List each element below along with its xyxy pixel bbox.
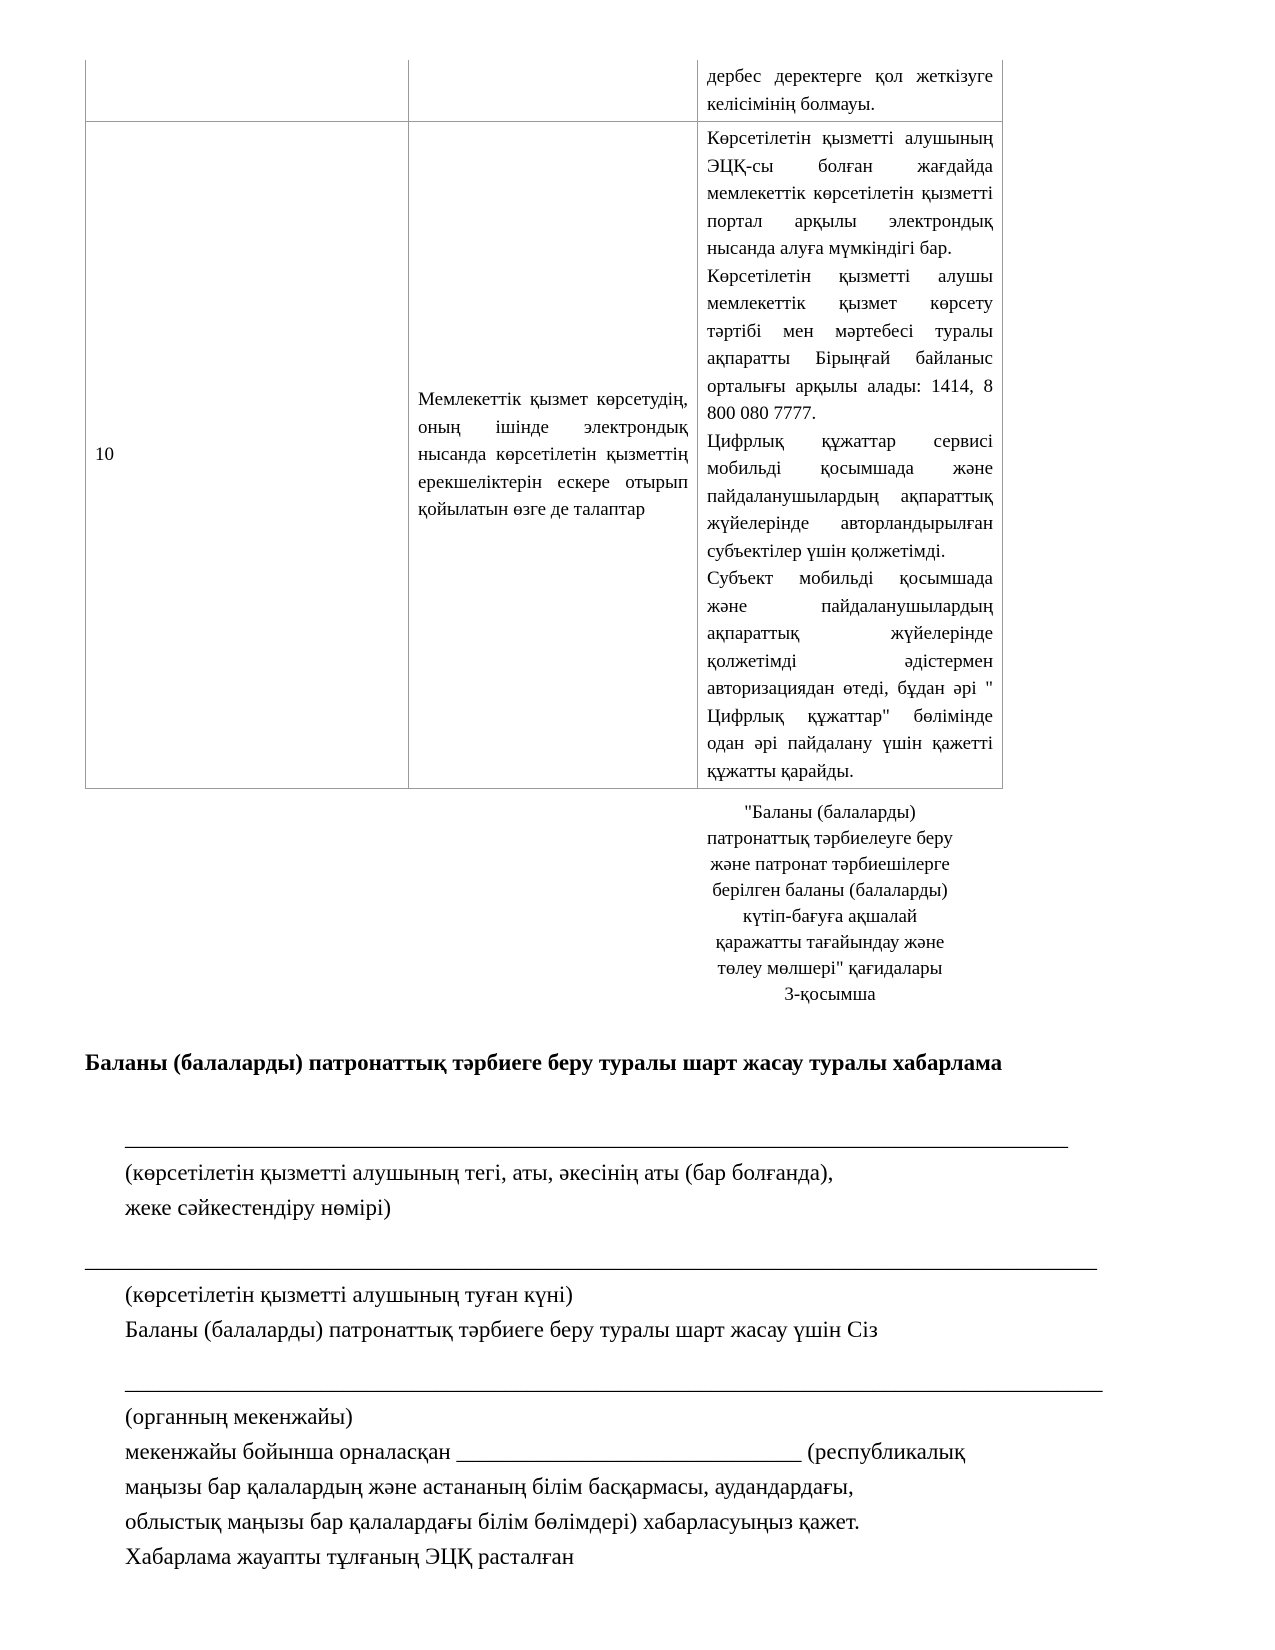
annotation-line: және патронат тәрбиешілерге	[710, 854, 950, 875]
cell-number: 10	[86, 122, 409, 789]
annotation-line: төлеу мөлшері" қағидалары	[717, 958, 943, 979]
description-paragraph: Көрсетілетін қызметті алушының ЭЦҚ-сы болған жағдайда мемлекеттік көрсетілетін қызметті портал арқылы электрондық нысанда алуға мүмкіндігі бар.	[707, 128, 993, 259]
annotation-line: күтіп-бағуға ақшалай	[742, 906, 918, 927]
form-line: Хабарлама жауапты тұлғаның ЭЦҚ расталған	[125, 1544, 575, 1569]
description-paragraph: Көрсетілетін қызметті алушы мемлекеттік қызмет көрсету тәртібі мен мәртебесі туралы ақпаратты Бірыңғай байланыс орталығы арқылы алады: 1414, 8 800 080 7777.	[707, 265, 993, 424]
form-line: мекенжайы бойынша орналасқан ______________________________ (республикалық	[125, 1439, 966, 1464]
form-line: жеке сәйкестендіру нөмірі)	[125, 1195, 392, 1220]
cell-description	[698, 60, 1003, 122]
appendix-reference	[640, 800, 1020, 1008]
form-line: Баланы (балаларды) патронаттық тәрбиеге беру туралы шарт жасау үшін Сіз	[125, 1317, 878, 1342]
annotation-line: қаражатты тағайындау және	[715, 932, 945, 953]
requirements-table	[85, 60, 1003, 789]
notification-form	[85, 1120, 1190, 1574]
table-row	[86, 60, 1003, 122]
blank-underscore-line: __________________________________________________________________________________	[125, 1125, 1068, 1150]
cell-requirement	[409, 60, 698, 122]
requirement-paragraph: Мемлекеттік қызмет көрсетудің, оның ішінде электрондық нысанда көрсетілетін қызметтің ерекшеліктерін ескере отырып қойылатын өзге де талаптар	[418, 389, 688, 521]
annotation-line: "Баланы (балаларды)	[744, 802, 916, 823]
annotation-line: патронаттық тәрбиелеуге беру	[707, 828, 953, 849]
page-title: Баланы (балаларды) патронаттық тәрбиеге беру туралы шарт жасау туралы хабарлама	[85, 1050, 1003, 1075]
description-paragraph: Субъект мобильді қосымшада және пайдаланушылардың ақпараттық жүйелерінде қолжетімді әдістермен авторизациядан өтеді, бұдан әрі " Цифрлық құжаттар" бөлімінде одан әрі пайдалану үшін қажетті құжатты қарайды.	[707, 568, 993, 782]
blank-underscore-line: ________________________________________________________________________________________	[85, 1247, 1097, 1272]
description-paragraph: дербес деректерге қол жеткізуге келісімінің болмауы.	[707, 66, 993, 115]
form-line: (көрсетілетін қызметті алушының туған күні)	[125, 1282, 573, 1307]
table-row	[86, 122, 1003, 789]
form-line: (көрсетілетін қызметті алушының тегі, аты, әкесінің аты (бар болғанда),	[125, 1160, 834, 1185]
form-line: маңызы бар қалалардың және астананың білім басқармасы, аудандардағы,	[125, 1474, 854, 1499]
cell-description	[698, 122, 1003, 789]
cell-number	[86, 60, 409, 122]
blank-underscore-line: _____________________________________________________________________________________	[125, 1369, 1103, 1394]
annotation-line: берілген баланы (балаларды)	[712, 880, 948, 901]
annotation-line: 3-қосымша	[784, 984, 876, 1005]
form-line: облыстық маңызы бар қалалардағы білім бөлімдері) хабарласуыңыз қажет.	[125, 1509, 860, 1534]
description-paragraph: Цифрлық құжаттар сервисі мобильді қосымшада және пайдаланушылардың ақпараттық жүйелерінде авторландырылған субъектілер үшін қолжетімді.	[707, 430, 993, 562]
cell-requirement	[409, 122, 698, 789]
form-line: (органның мекенжайы)	[125, 1404, 353, 1429]
